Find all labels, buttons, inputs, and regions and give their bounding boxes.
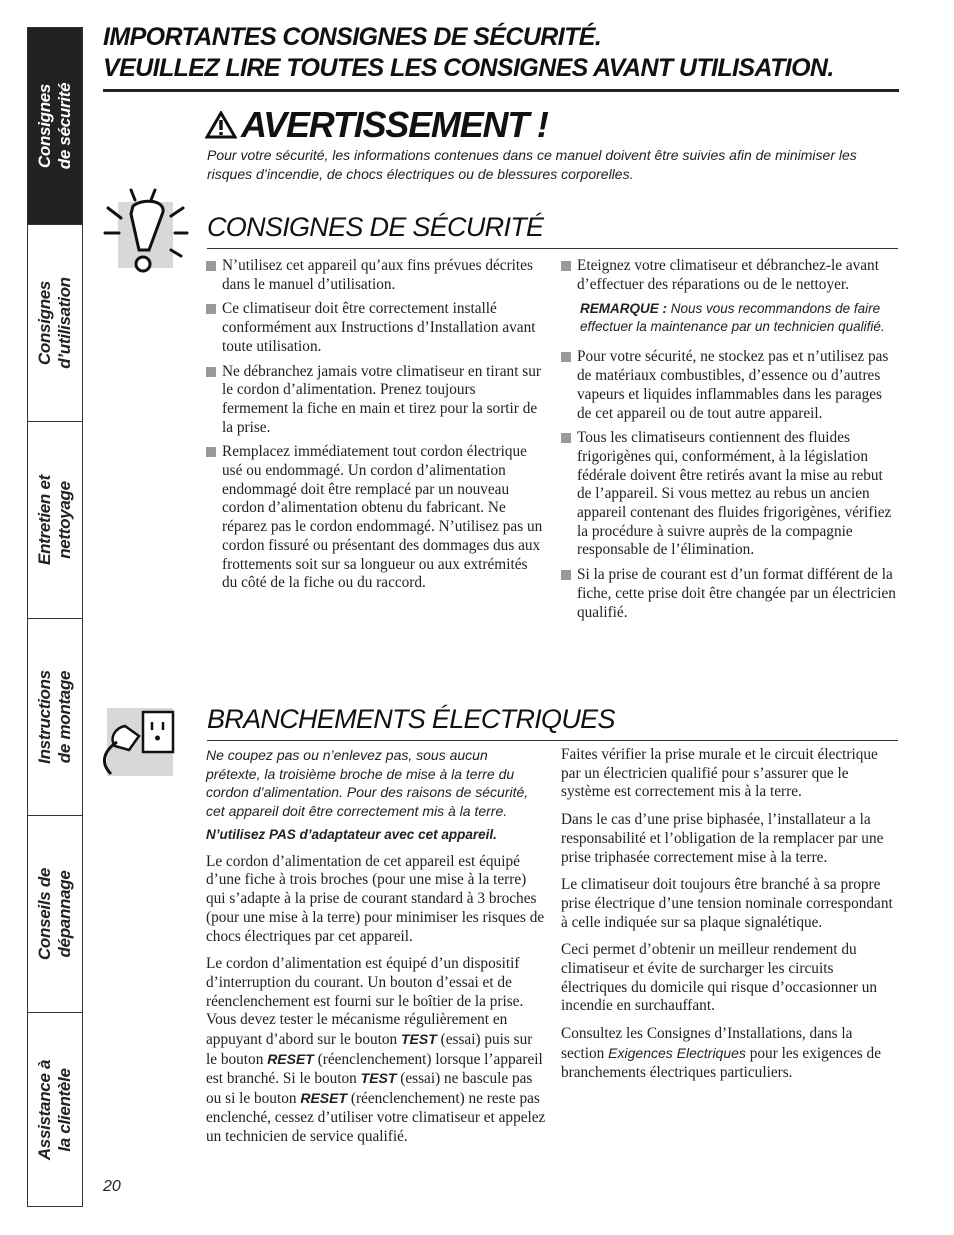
warning-triangle-icon — [205, 111, 237, 139]
electrical-right-column — [561, 746, 899, 1091]
header-line-1: IMPORTANTES CONSIGNES DE SÉCURITÉ. — [103, 23, 602, 51]
reset-keyword: RESET — [267, 1050, 314, 1067]
tab-label: la clientèle — [55, 1067, 74, 1152]
list-item: Si la prise de courant est d’un format différent de la fiche, cette prise doit être changée par un électricien qualifié. — [561, 566, 897, 622]
paragraph — [206, 955, 546, 1146]
header-divider — [103, 89, 899, 92]
safety-left-column — [206, 257, 544, 599]
tab-entretien-nettoyage[interactable] — [28, 422, 82, 619]
electrical-plug-icon — [95, 706, 177, 778]
tab-label: dépannage — [55, 870, 74, 958]
list-item: Remplacez immédiatement tout cordon électrique usé ou endommagé. Un cordon d’alimentation endommagé doit être remplacé par un nouveau cordon d’alimentation obtenu du fabricant. Ne réparez pas le cordon endommagé. N’utilisez pas un cordon fissuré ou présentant des dommages dus aux frottements soit sur sa longueur ou aux extrémités du côté de la fiche ou du raccord. — [206, 443, 544, 593]
tab-label: nettoyage — [55, 481, 74, 559]
electrical-intro: Ne coupez pas ou n’enlevez pas, sous aucun prétexte, la troisième broche de mise à la terre du cordon d’alimentation. Pour des raisons de sécurité, cet appareil doit être correctement mis à la terre. — [206, 747, 529, 819]
text-run: Consultez les Consignes d’Installations, dans la section — [561, 1025, 853, 1062]
electrical-divider — [207, 740, 898, 741]
tab-instructions-montage[interactable] — [28, 619, 82, 816]
tab-consignes-utilisation[interactable] — [28, 225, 82, 422]
page-number: 20 — [103, 1178, 121, 1195]
test-keyword: TEST — [360, 1070, 397, 1087]
tab-consignes-securite[interactable] — [28, 28, 82, 225]
reset-keyword: RESET — [300, 1090, 348, 1107]
section-reference: Exigences Electriques — [608, 1044, 746, 1061]
safety-divider — [207, 248, 898, 249]
tab-label: Entretien et — [35, 475, 54, 565]
note — [580, 300, 897, 336]
electrical-left-column — [206, 746, 546, 1155]
tab-label: de montage — [55, 670, 74, 764]
text-run: (réenclenchement) lorsque l’appareil est branché. Si le bouton — [206, 1050, 543, 1088]
text-run: (essai) puis sur le bouton — [206, 1031, 533, 1068]
warning-heading — [205, 104, 548, 146]
tab-conseils-depannage[interactable] — [28, 816, 82, 1013]
tab-label: d’utilisation — [55, 277, 74, 369]
header-line-2: VEUILLEZ LIRE TOUTES LES CONSIGNES AVANT UTILISATION. — [103, 54, 834, 82]
safety-section-title: CONSIGNES DE SÉCURITÉ — [207, 212, 544, 242]
list-item: Ne débranchez jamais votre climatiseur en tirant sur le cordon d’alimentation. Prenez toujours fermement la fiche en main et tirez pour la sortir de la prise. — [206, 363, 544, 438]
paragraph — [561, 1025, 899, 1082]
note-text: Nous vous recommandons de faire effectuer la maintenance par un technicien qualifié. — [580, 301, 885, 335]
electrical-section-title: BRANCHEMENTS ÉLECTRIQUES — [207, 704, 615, 734]
text-run: pour les exigences de branchements électriques particuliers. — [561, 1044, 881, 1081]
test-keyword: TEST — [401, 1031, 437, 1048]
paragraph: Ceci permet d’obtenir un meilleur rendement du climatiseur et évite de surcharger les circuits électriques du domicile qui risque d’occasionner un incendie en surchauffant. — [561, 941, 878, 1015]
tab-label: Consignes — [35, 83, 54, 169]
list-item: Ce climatiseur doit être correctement installé conformément aux Instructions d’Installation avant toute utilisation. — [206, 300, 544, 356]
list-item: Eteignez votre climatiseur et débranchez-le avant d’effectuer des réparations ou de le nettoyer. — [561, 257, 897, 294]
list-item: Pour votre sécurité, ne stockez pas et n’utilisez pas de matériaux combustibles, d’essence ou d’autres vapeurs et liquides inflammables dans les parages de cet appareil ou de tout autre appareil. — [561, 348, 897, 423]
adapter-warning: N’utilisez PAS d’adaptateur avec cet appareil. — [206, 827, 497, 842]
paragraph: Faites vérifier la prise murale et le circuit électrique par un électricien qualifié pour s’assurer que le système est correctement mis à la terre. — [561, 746, 878, 801]
text-run: (essai) ne bascule pas ou si le bouton — [206, 1070, 533, 1108]
tab-label: Assistance à — [35, 1059, 54, 1160]
list-item: N’utilisez cet appareil qu’aux fins prévues décrites dans le manuel d’utilisation. — [206, 257, 544, 294]
paragraph: Dans le cas d’une prise biphasée, l’installateur a la responsabilité et l’obligation de la remplacer par une prise triphasée correctement mise à la terre. — [561, 811, 884, 866]
tab-label: Instructions — [35, 670, 54, 764]
list-item: Tous les climatiseurs contiennent des fluides frigorigènes qui, conformément, à la législation fédérale doivent être retirés avant la mise au rebut de l’appareil. Si vous mettez au rebus un ancien appareil contenant des fluides frigorigènes, vérifiez la procédure à suivre auprès de la compagnie responsable de l’élimination. — [561, 429, 897, 560]
page-header — [103, 22, 898, 84]
tab-label: Conseils de — [35, 867, 54, 961]
warning-text: Pour votre sécurité, les informations contenues dans ce manuel doivent être suivies afin de minimiser les risques d’incendie, de chocs électriques ou de blessures corporelles. — [207, 147, 857, 182]
paragraph: Le climatiseur doit toujours être branché à sa propre prise électrique d’une tension nominale correspondant à celle indiquée sur sa plaque signalétique. — [561, 876, 893, 931]
tab-label: Consignes — [35, 280, 54, 366]
side-tabs — [27, 27, 83, 1207]
text-run: (réenclenchement) ne reste pas enclenché, cessez d’utiliser votre climatiseur et appelez un technicien de service qualifié. — [206, 1090, 546, 1145]
safety-right-column — [561, 257, 897, 628]
exclamation-hand-icon — [103, 188, 193, 284]
paragraph: Le cordon d’alimentation de cet appareil est équipé d’une fiche à trois broches (pour une mise à la terre) qui s’adapte à la prise de courant standard à 3 broches (pour une mise à la terre) pour minimiser les risques de chocs électriques par cet appareil. — [206, 852, 545, 945]
warning-title: AVERTISSEMENT ! — [241, 104, 548, 145]
text-run: Le cordon d’alimentation est équipé d’un dispositif d’interruption du courant. Un bouton d’essai et de réenclenchement est fourni sur le boîtier de la prise. Vous devez tester le mécanisme régulièrement en appuyant d’abord sur le bouton — [206, 955, 524, 1049]
tab-assistance-clientele[interactable] — [28, 1013, 82, 1206]
note-label: REMARQUE : — [580, 301, 667, 317]
tab-label: de sécurité — [55, 82, 74, 170]
